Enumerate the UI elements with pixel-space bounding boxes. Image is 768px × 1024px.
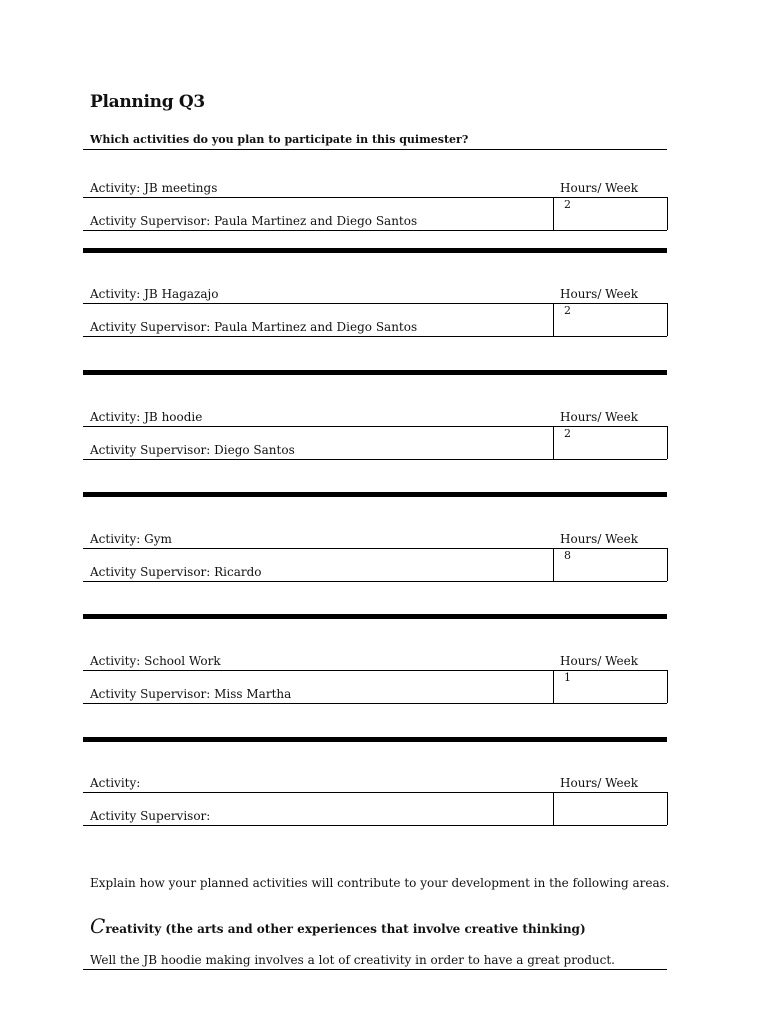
- activity-block: [83, 287, 667, 347]
- creativity-dropcap: C: [90, 914, 106, 938]
- section-separator: [83, 492, 667, 497]
- section-separator: [83, 737, 667, 742]
- hours-field[interactable]: [553, 426, 668, 459]
- hours-week-label: Hours/ Week: [560, 654, 638, 668]
- supervisor-field[interactable]: Activity Supervisor: Paula Martinez and Diego Santos: [90, 320, 418, 334]
- supervisor-field[interactable]: Activity Supervisor: Paula Martinez and Diego Santos: [90, 214, 418, 228]
- divider: [83, 825, 667, 826]
- activity-block: [83, 776, 667, 836]
- activity-field[interactable]: Activity: Gym: [90, 532, 172, 546]
- supervisor-field[interactable]: Activity Supervisor: Miss Martha: [90, 687, 292, 701]
- hours-field[interactable]: [553, 792, 668, 825]
- divider: [83, 581, 667, 582]
- question-prompt: Which activities do you plan to participate in this quimester?: [90, 133, 469, 146]
- activity-block: [83, 181, 667, 241]
- section-separator: [83, 370, 667, 375]
- hours-value: 2: [564, 198, 571, 211]
- section-separator: [83, 248, 667, 253]
- creativity-heading-text: reativity (the arts and other experiences that involve creative thinking): [105, 922, 586, 936]
- supervisor-field[interactable]: Activity Supervisor:: [90, 809, 211, 823]
- creativity-heading: [90, 914, 586, 938]
- hours-value: 1: [564, 671, 571, 684]
- divider: [83, 969, 667, 970]
- supervisor-field[interactable]: Activity Supervisor: Ricardo: [90, 565, 262, 579]
- hours-value: 8: [564, 549, 571, 562]
- creativity-answer[interactable]: Well the JB hoodie making involves a lot of creativity in order to have a great product.: [90, 953, 615, 967]
- hours-week-label: Hours/ Week: [560, 287, 638, 301]
- hours-week-label: Hours/ Week: [560, 532, 638, 546]
- activity-block: [83, 654, 667, 714]
- hours-field[interactable]: [553, 303, 668, 336]
- divider: [83, 149, 667, 150]
- activity-block: [83, 532, 667, 592]
- hours-week-label: Hours/ Week: [560, 776, 638, 790]
- hours-value: 2: [564, 304, 571, 317]
- divider: [83, 703, 667, 704]
- divider: [83, 336, 667, 337]
- activity-field[interactable]: Activity: JB Hagazajo: [90, 287, 219, 301]
- divider: [83, 230, 667, 231]
- activity-field[interactable]: Activity: JB hoodie: [90, 410, 203, 424]
- hours-field[interactable]: [553, 670, 668, 703]
- section-separator: [83, 614, 667, 619]
- activity-field[interactable]: Activity: School Work: [90, 654, 221, 668]
- hours-week-label: Hours/ Week: [560, 181, 638, 195]
- explain-prompt: Explain how your planned activities will contribute to your development in the following areas.: [90, 876, 670, 890]
- page-title: Planning Q3: [90, 92, 205, 112]
- activity-field[interactable]: Activity: JB meetings: [90, 181, 218, 195]
- activity-field[interactable]: Activity:: [90, 776, 141, 790]
- hours-field[interactable]: [553, 197, 668, 230]
- hours-week-label: Hours/ Week: [560, 410, 638, 424]
- activity-block: [83, 410, 667, 470]
- divider: [83, 459, 667, 460]
- hours-field[interactable]: [553, 548, 668, 581]
- hours-value: 2: [564, 427, 571, 440]
- supervisor-field[interactable]: Activity Supervisor: Diego Santos: [90, 443, 295, 457]
